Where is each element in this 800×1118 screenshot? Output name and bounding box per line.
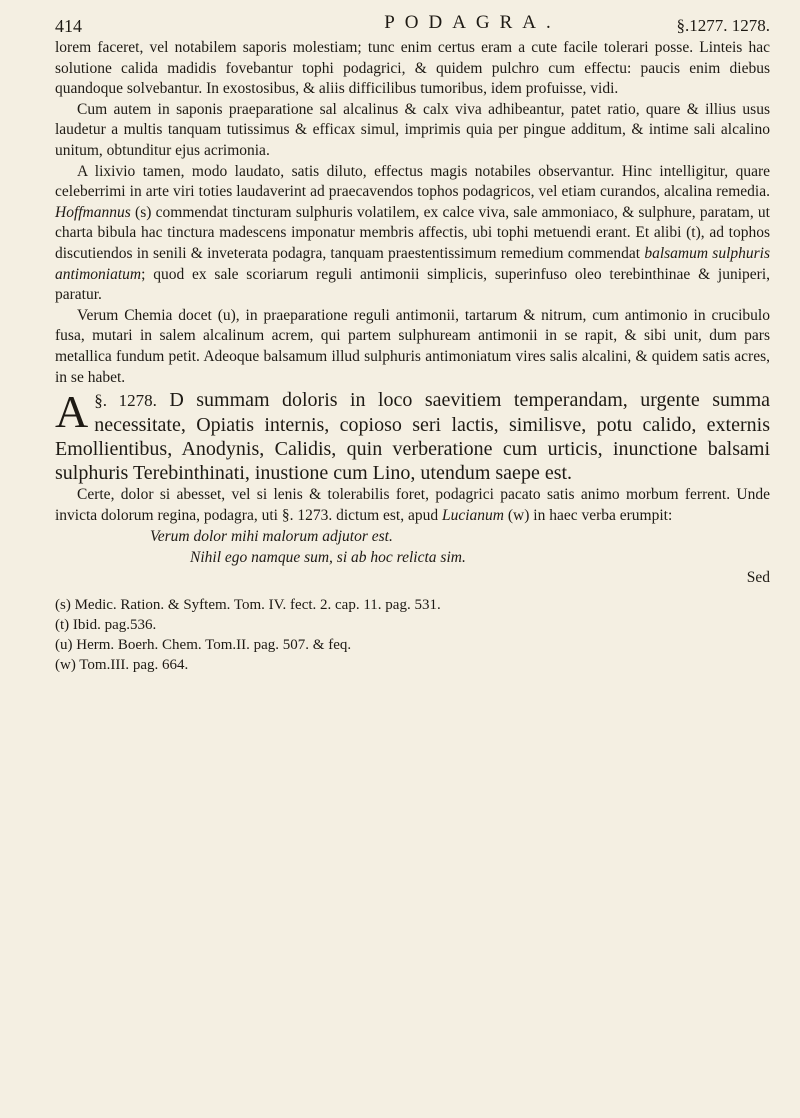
drop-cap: A <box>55 386 89 438</box>
paragraph-chemia: Verum Chemia docet (u), in praeparatione reguli antimonii, tartarum & nitrum, cum antimonio in crucibulo fusa, mutari in salem alcalinum acrem, qui partem sulphuream antimonii in se rapit, & sibi unit, dum pars metallica fundum petit. Adeoque balsamum illud sulphuris antimoniatum vires salis alcalini, & quidem satis acres, in se habet. <box>55 306 770 386</box>
page-number: 414 <box>55 16 82 36</box>
remedy-name: balsamum sulphuris antimoniatum <box>55 244 771 283</box>
text: Certe, dolor si abesset, vel si lenis & tolerabilis foret, podagrici pacato satis animo morbum ferrent. Unde invicta dolorum regina, podagra, uti §. 1273. dictum est, apud <box>55 486 770 524</box>
text: (s) commendat tincturam sulphuris volatilem, ex calce viva, sale ammoniaco, & sulphure, paratam, ut charta bibula hac tinctura madescens imponatur membris affectis, ubi tophi metuendi erant. Et alibi (t), ad tophos discutiendos in senili & inveterata podagra, tanquam praestentissimum remedium commendat <box>55 203 770 262</box>
paragraph-lixivium <box>55 162 770 306</box>
running-title: PODAGRA. <box>384 12 561 33</box>
paragraph-sapo: Cum autem in saponis praeparatione sal alcalinus & calx viva adhibeantur, patet ratio, quare & illius usus laudetur a multis tanquam tutissimus & efficax simul, imprimis quia per pingue additum, & intime sali alcalino unitum, obtunditur ejus acrimonia. <box>55 100 770 159</box>
text: A lixivio tamen, modo laudato, satis diluto, effectus magis notabiles observantur. Hinc intelligitur, quare celeberrimi in arte viri toties laudaverint ad praecavendos tophos podagricos, vel etiam curandos, alcalina remedia. <box>55 162 770 201</box>
page-header <box>55 12 770 38</box>
verse-line-1: Verum dolor mihi malorum adjutor est. <box>150 528 393 546</box>
section-number: §. 1278. <box>94 391 157 411</box>
footnote-u: (u) Herm. Boerh. Chem. Tom.II. pag. 507. & feq. <box>55 636 352 653</box>
footnote-t: (t) Ibid. pag.536. <box>55 616 157 633</box>
text: (w) in haec verba erumpit: <box>507 506 673 524</box>
paragraph-continued: lorem faceret, vel notabilem saporis molestiam; tunc enim certus eram a cute facile tolerari posse. Linteis hac solutione calida madidis fovebantur tophi podagrici, & quidem pulchro cum effectu: paucis enim diebus quandoque solvebantur. In exostosibus, & aliis difficilibus tumoribus, idem profuisse, vidi. <box>55 39 770 98</box>
footnotes <box>55 595 770 675</box>
page-body <box>55 38 770 675</box>
section-text: D summam doloris in loco saevitiem temperandam, urgente summa necessitate, Opiatis internis, copioso seri lactis, similisve, potu calido, externis Emollientibus, Anodynis, Calidis, quin verberatione cum urticis, inunctione balsami sulphuris Terebinthinati, inustione cum Lino, utendum saepe est. <box>55 389 771 485</box>
section-range: §.1277. 1278. <box>676 16 770 35</box>
section-1278 <box>55 388 770 485</box>
author-hoffmannus: Hoffmannus <box>55 203 131 221</box>
catchword: Sed <box>746 569 770 587</box>
verse-line-2: Nihil ego namque sum, si ab hoc relicta sim. <box>190 549 466 567</box>
paragraph-certe <box>55 485 770 526</box>
footnote-w: (w) Tom.III. pag. 664. <box>55 656 189 673</box>
footnote-s: (s) Medic. Ration. & Syftem. Tom. IV. fect. 2. cap. 11. pag. 531. <box>55 596 441 613</box>
text: ; quod ex sale scoriarum reguli antimonii simplicis, superinfuso oleo terebinthinae & juniperi, paratur. <box>55 265 770 304</box>
author-lucianus: Lucianum <box>442 506 504 524</box>
